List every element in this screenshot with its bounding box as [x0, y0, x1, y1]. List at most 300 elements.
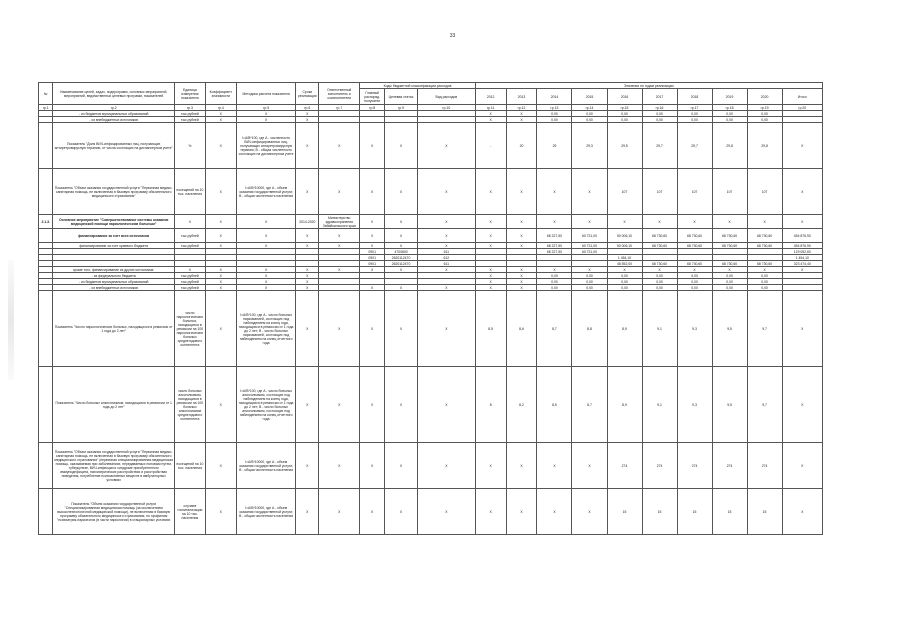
- header-total: Итого: [782, 89, 822, 105]
- table-cell: 0,00: [572, 279, 607, 285]
- table-cell: X: [360, 169, 385, 215]
- header-no: №: [39, 83, 53, 105]
- table-cell: X: [537, 169, 572, 215]
- table-cell: 68 730,60: [677, 229, 712, 243]
- table-cell: тыс.рублей: [174, 285, 205, 291]
- column-number: гр.7: [319, 105, 360, 111]
- table-cell: 612: [418, 255, 476, 261]
- table-cell: X: [782, 267, 822, 273]
- table-cell: 0,00: [572, 111, 607, 117]
- table-cell: X: [296, 443, 319, 489]
- table-cell: 0,00: [537, 285, 572, 291]
- table-cell: 68 730,60: [642, 229, 677, 243]
- table-cell: 1 454,10: [782, 255, 822, 261]
- table-cell: X: [475, 169, 506, 215]
- table-cell: 29,7: [677, 123, 712, 169]
- table-cell: X: [475, 273, 506, 279]
- table-cell: 9,5: [712, 291, 747, 367]
- table-cell: 60 721,00: [572, 249, 607, 255]
- header-year: 2012: [475, 89, 506, 105]
- table-cell: X: [236, 215, 296, 229]
- table-cell: 68 730,60: [747, 261, 782, 267]
- column-number: гр.3: [174, 105, 205, 111]
- table-cell: X: [385, 285, 418, 291]
- table-cell: 129 052,60: [782, 249, 822, 255]
- header-year: 2019: [712, 89, 747, 105]
- table-cell: X: [418, 367, 476, 443]
- table-row: [39, 123, 823, 169]
- table-cell: X: [506, 489, 537, 535]
- table-cell: [39, 291, 53, 367]
- table-cell: X: [360, 489, 385, 535]
- table-cell: X: [506, 279, 537, 285]
- table-cell: 15: [677, 489, 712, 535]
- table-cell: X: [296, 279, 319, 285]
- table-cell: посещений на 10 тыс. населения: [174, 443, 205, 489]
- program-table: [38, 82, 823, 535]
- table-cell: X: [205, 285, 236, 291]
- table-cell: X: [506, 267, 537, 273]
- table-cell: [39, 229, 53, 243]
- table-cell: 60 721,00: [572, 243, 607, 249]
- table-cell: 0,00: [712, 279, 747, 285]
- table-cell: 68 227,50: [537, 243, 572, 249]
- table-cell: - из внебюджетных источников: [53, 117, 175, 123]
- table-cell: X: [712, 215, 747, 229]
- header-year: 2020: [747, 89, 782, 105]
- table-cell: X: [642, 267, 677, 273]
- table-cell: 107: [642, 169, 677, 215]
- table-cell: X: [319, 229, 360, 243]
- table-cell: X: [319, 243, 360, 249]
- table-cell: X: [296, 117, 319, 123]
- table-cell: X: [360, 367, 385, 443]
- table-cell: X: [296, 169, 319, 215]
- table-cell: 9,5: [712, 367, 747, 443]
- table-cell: X: [607, 215, 642, 229]
- table-cell: X: [319, 291, 360, 367]
- table-body: [39, 111, 823, 535]
- table-cell: X: [205, 267, 236, 273]
- table-cell: 8,6: [506, 291, 537, 367]
- table-row: [39, 229, 823, 243]
- table-cell: X: [506, 215, 537, 229]
- table-cell: X: [296, 489, 319, 535]
- table-cell: 0,00: [537, 117, 572, 123]
- table-cell: X: [782, 367, 822, 443]
- table-cell: число больных алкоголизмом, находящихся в ремиссии на 100 больных алкоголизмом среднегодового контингента: [174, 367, 205, 443]
- table-row: [39, 489, 823, 535]
- table-cell: 15: [607, 489, 642, 535]
- table-cell: X: [475, 285, 506, 291]
- column-number: гр.8: [360, 105, 385, 111]
- table-cell: X: [418, 489, 476, 535]
- table-cell: X: [782, 169, 822, 215]
- column-number: гр.16: [642, 105, 677, 111]
- table-cell: финансирование за счет всех источников: [53, 229, 175, 243]
- table-cell: 274: [712, 443, 747, 489]
- header-term: Сроки реализации: [296, 83, 319, 105]
- table-cell: 0,00: [712, 273, 747, 279]
- table-cell: X: [385, 489, 418, 535]
- table-cell: X: [475, 111, 506, 117]
- table-cell: 8,8: [572, 291, 607, 367]
- table-cell: X: [537, 443, 572, 489]
- table-cell: тыс.рублей: [174, 229, 205, 243]
- page-number: 33: [449, 33, 456, 39]
- table-cell: тыс.рублей: [174, 243, 205, 249]
- table-cell: 0,00: [607, 111, 642, 117]
- header-year: 2015: [572, 89, 607, 105]
- table-cell: 8,9: [607, 367, 642, 443]
- table-cell: 9,7: [747, 367, 782, 443]
- scan-edge-shadow: [8, 260, 14, 380]
- table-cell: Показатель "Доля ВИЧ-инфицированных лиц, получающих антиретровирусную терапию, от числа состоящих на диспансерном учете": [53, 123, 175, 169]
- table-cell: X: [572, 267, 607, 273]
- table-cell: X: [360, 285, 385, 291]
- table-cell: 29,7: [642, 123, 677, 169]
- table-cell: X: [236, 243, 296, 249]
- table-cell: X: [506, 285, 537, 291]
- table-cell: X: [418, 291, 476, 367]
- table-cell: Показатель "Объем оказания государственной услуги "Специализированная медицинская помощь (за исключением высокотехнологичной медицинской помощи), не включенная в базовую программу обязательного медицинского страхования, по профилям "психиатрия-наркология (в части наркологии) в стационарных условиях: [53, 489, 175, 535]
- table-cell: X: [205, 291, 236, 367]
- table-cell: 9,3: [677, 291, 712, 367]
- table-cell: 323 474,40: [782, 261, 822, 267]
- table-cell: X: [360, 123, 385, 169]
- table-cell: Основное мероприятие "Совершенствование системы оказания медицинской помощи наркологическим больным": [53, 215, 175, 229]
- column-number: гр.17: [677, 105, 712, 111]
- table-cell: 454 876,90: [782, 243, 822, 249]
- table-cell: X: [205, 215, 236, 229]
- header-unit: Единица измерения показателя: [174, 83, 205, 105]
- table-cell: I=A/B*10000, где A - объем оказания государственной услуги; B - общая численность населения: [236, 169, 296, 215]
- table-cell: 2620112470: [385, 255, 418, 261]
- table-cell: 68 730,60: [677, 261, 712, 267]
- table-cell: X: [607, 267, 642, 273]
- table-cell: X: [418, 169, 476, 215]
- table-cell: 107: [677, 169, 712, 215]
- table-cell: 29,3: [572, 123, 607, 169]
- table-cell: кроме того, финансирование из других источников:: [53, 267, 175, 273]
- table-cell: X: [174, 215, 205, 229]
- table-cell: X: [418, 229, 476, 243]
- table-cell: X: [506, 273, 537, 279]
- table-cell: X: [360, 291, 385, 367]
- table-cell: 0,00: [747, 273, 782, 279]
- table-cell: X: [319, 489, 360, 535]
- table-cell: 0901: [360, 261, 385, 267]
- table-cell: X: [205, 229, 236, 243]
- table-cell: 9,7: [747, 291, 782, 367]
- table-row: [39, 291, 823, 367]
- table-cell: 8,7: [572, 367, 607, 443]
- table-cell: 15: [747, 489, 782, 535]
- table-cell: X: [296, 267, 319, 273]
- table-cell: %: [174, 123, 205, 169]
- table-cell: X: [385, 169, 418, 215]
- header-code-target: Целевая статья: [385, 89, 418, 105]
- table-cell: X: [506, 111, 537, 117]
- table-cell: 0,00: [747, 111, 782, 117]
- table-cell: 107: [712, 169, 747, 215]
- column-number: гр.20: [782, 105, 822, 111]
- table-cell: X: [236, 111, 296, 117]
- table-cell: 20: [506, 123, 537, 169]
- table-cell: X: [319, 443, 360, 489]
- table-cell: X: [174, 267, 205, 273]
- table-cell: X: [360, 215, 385, 229]
- table-cell: X: [677, 215, 712, 229]
- table-cell: 274: [642, 443, 677, 489]
- table-cell: 9,3: [677, 367, 712, 443]
- table-cell: X: [205, 123, 236, 169]
- table-cell: 0,00: [677, 279, 712, 285]
- header-method: Методика расчета показателя: [236, 83, 296, 105]
- table-cell: 107: [747, 169, 782, 215]
- table-cell: 68 227,50: [537, 249, 572, 255]
- table-cell: I=A/B*100, где A - численность ВИЧ-инфицированных лиц, получающих антиретровирусную терапию; B - общая численность состоящих на диспансерном учете: [236, 123, 296, 169]
- header-codes-group: Коды бюджетной классификации расходов: [360, 83, 475, 89]
- header-year: 2013: [506, 89, 537, 105]
- table-cell: число наркологических больных, находящихся в ремиссии на 100 наркологических больных среднегодового контингента: [174, 291, 205, 367]
- table-cell: X: [537, 267, 572, 273]
- table-cell: X: [747, 215, 782, 229]
- header-code-kind: Вид расходов: [418, 89, 476, 105]
- table-cell: 274: [677, 443, 712, 489]
- table-cell: X: [296, 291, 319, 367]
- table-cell: X: [418, 285, 476, 291]
- table-cell: - из внебюджетных источников: [53, 285, 175, 291]
- table-cell: 0,00: [642, 285, 677, 291]
- table-cell: X: [360, 443, 385, 489]
- table-cell: 0,00: [607, 285, 642, 291]
- table-cell: X: [385, 291, 418, 367]
- table-cell: X: [475, 117, 506, 123]
- table-cell: 0,00: [537, 279, 572, 285]
- table-cell: 0,00: [642, 279, 677, 285]
- table-cell: X: [418, 443, 476, 489]
- table-cell: 15: [712, 489, 747, 535]
- table-cell: X: [475, 215, 506, 229]
- column-number: гр.18: [712, 105, 747, 111]
- table-cell: 0,00: [677, 285, 712, 291]
- table-cell: X: [236, 273, 296, 279]
- table-cell: 0901: [360, 255, 385, 261]
- table-cell: X: [205, 489, 236, 535]
- table-cell: [39, 443, 53, 489]
- table-cell: 68 730,60: [642, 261, 677, 267]
- column-number: гр.10: [418, 105, 476, 111]
- table-cell: X: [475, 243, 506, 249]
- table-cell: 0,00: [677, 273, 712, 279]
- table-cell: 8,2: [506, 367, 537, 443]
- table-cell: 2.1.3.: [39, 215, 53, 229]
- program-table-sheet: [38, 82, 823, 535]
- table-cell: посещений на 10 тыс. населения: [174, 169, 205, 215]
- header-values-group: Значения по годам реализации: [475, 83, 822, 89]
- table-cell: 611: [418, 261, 476, 267]
- table-cell: 8,5: [475, 291, 506, 367]
- table-cell: X: [506, 169, 537, 215]
- table-cell: I=A/B*100, где A - число больных наркоманией, состоящих под наблюдением на конец года, находящихся в ремиссии от 1 года до 2 лет; B - число больных наркоманией, состоящих под наблюдением на конец отчетного года: [236, 291, 296, 367]
- table-cell: I=A/B*10000, где A - объем оказания государственной услуги; B - общая численность населения: [236, 443, 296, 489]
- table-cell: X: [418, 243, 476, 249]
- table-cell: X: [296, 285, 319, 291]
- table-cell: 29: [537, 123, 572, 169]
- header-code-grbs: Главный распоряд. получател: [360, 89, 385, 105]
- column-number: гр.15: [607, 105, 642, 111]
- table-cell: Показатель "Число больных алкоголизмом, находящихся в ремиссии от 1 года до 2 лет": [53, 367, 175, 443]
- table-cell: тыс.рублей: [174, 279, 205, 285]
- table-cell: - из бюджетов муниципальных образований: [53, 279, 175, 285]
- table-cell: 274: [607, 443, 642, 489]
- table-cell: 8,5: [537, 367, 572, 443]
- table-cell: X: [360, 267, 385, 273]
- table-cell: 0,00: [677, 111, 712, 117]
- table-cell: X: [319, 267, 360, 273]
- column-number: гр.13: [537, 105, 572, 111]
- table-cell: X: [572, 443, 607, 489]
- table-cell: [39, 489, 53, 535]
- table-cell: X: [537, 215, 572, 229]
- table-cell: X: [418, 215, 476, 229]
- table-cell: 68 730,60: [747, 243, 782, 249]
- table-cell: X: [360, 243, 385, 249]
- column-number: гр.14: [572, 105, 607, 111]
- column-number: гр.6: [296, 105, 319, 111]
- table-cell: 0,00: [712, 117, 747, 123]
- table-cell: тыс.рублей: [174, 111, 205, 117]
- table-cell: 0,00: [607, 117, 642, 123]
- table-cell: X: [205, 367, 236, 443]
- column-number: гр.2: [53, 105, 175, 111]
- header-executor: Ответственный исполнитель и соисполнители: [319, 83, 360, 105]
- table-cell: 4700800: [385, 249, 418, 255]
- table-cell: X: [782, 489, 822, 535]
- table-cell: X: [475, 267, 506, 273]
- table-cell: Показатель "Число наркологических больных, находящихся в ремиссии от 1 года до 2 лет": [53, 291, 175, 367]
- column-number: гр.4: [205, 105, 236, 111]
- table-cell: X: [506, 243, 537, 249]
- table-cell: X: [506, 443, 537, 489]
- table-cell: X: [236, 117, 296, 123]
- column-number: гр.11: [475, 105, 506, 111]
- table-cell: X: [475, 489, 506, 535]
- table-cell: X: [319, 169, 360, 215]
- table-cell: - из бюджетов муниципальных образований: [53, 111, 175, 117]
- table-cell: X: [475, 279, 506, 285]
- table-cell: X: [296, 243, 319, 249]
- table-cell: X: [782, 291, 822, 367]
- table-cell: X: [642, 215, 677, 229]
- table-cell: X: [205, 279, 236, 285]
- table-cell: 454 876,90: [782, 229, 822, 243]
- table-cell: 68 730,60: [642, 243, 677, 249]
- table-cell: 0,00: [642, 117, 677, 123]
- table-row: [39, 443, 823, 489]
- header-name: Наименование целей, задач, подпрограмм, основных мероприятий, мероприятий, ведомственных целевых программ, показателей: [53, 83, 175, 105]
- table-cell: 0,00: [572, 273, 607, 279]
- table-cell: X: [296, 123, 319, 169]
- table-cell: 611: [418, 249, 476, 255]
- table-cell: [39, 367, 53, 443]
- table-cell: 60 721,00: [572, 229, 607, 243]
- header-coef: Коэффициент значимости: [205, 83, 236, 105]
- table-cell: Показатель "Объем оказания государственной услуги "Первичная медико-санитарная помощь, не включенная в базовую программу обязательного медицинского страхования" (первичная специализированная медицинская помощь, оказываемая при заболеваниях, передаваемых половым путем, туберкулезе, ВИЧ-инфекции и синдроме приобретенного иммунодефицита, психиатрических расстройствах и расстройствах поведения, потребление психоактивных веществ в амбулаторных условиях: [53, 443, 175, 489]
- table-cell: 68 730,60: [712, 261, 747, 267]
- table-cell: X: [296, 229, 319, 243]
- table-cell: 0,00: [607, 279, 642, 285]
- table-cell: X: [418, 123, 476, 169]
- table-cell: 15: [642, 489, 677, 535]
- table-cell: [39, 169, 53, 215]
- table-cell: 2620112470: [385, 261, 418, 267]
- table-cell: X: [782, 123, 822, 169]
- table-cell: Министерство здравоохранения Забайкальского края: [319, 215, 360, 229]
- table-cell: 50 006,10: [607, 229, 642, 243]
- table-cell: X: [236, 279, 296, 285]
- table-cell: 0,00: [747, 279, 782, 285]
- table-cell: случаев госпитализации на 10 тыс. населения: [174, 489, 205, 535]
- table-cell: тыс.рублей: [174, 273, 205, 279]
- table-cell: X: [205, 169, 236, 215]
- table-row: [39, 215, 823, 229]
- table-cell: X: [385, 367, 418, 443]
- table-cell: 68 730,60: [747, 229, 782, 243]
- table-cell: 0,00: [572, 285, 607, 291]
- table-cell: X: [205, 117, 236, 123]
- table-cell: 0,00: [747, 285, 782, 291]
- table-cell: X: [712, 267, 747, 273]
- table-cell: X: [677, 267, 712, 273]
- table-cell: -: [475, 123, 506, 169]
- table-cell: 29,8: [747, 123, 782, 169]
- table-cell: X: [537, 489, 572, 535]
- table-cell: финансирование за счет краевого бюджета: [53, 243, 175, 249]
- table-cell: X: [572, 489, 607, 535]
- table-cell: 50 006,10: [607, 243, 642, 249]
- table-cell: - из федерального бюджета: [53, 273, 175, 279]
- table-cell: 0,00: [642, 273, 677, 279]
- table-cell: 8,9: [607, 291, 642, 367]
- table-cell: X: [205, 273, 236, 279]
- table-cell: 0,00: [712, 285, 747, 291]
- table-cell: 0,00: [677, 117, 712, 123]
- table-cell: 1 454,10: [607, 255, 642, 261]
- table-cell: X: [319, 367, 360, 443]
- table-cell: 0901: [360, 249, 385, 255]
- column-number: гр.5: [236, 105, 296, 111]
- table-cell: X: [782, 443, 822, 489]
- table-cell: I=A/B*10000, где A - объем оказания государственной услуги; B - общая численность населения: [236, 489, 296, 535]
- table-cell: [39, 123, 53, 169]
- table-cell: 0,00: [747, 117, 782, 123]
- table-cell: 8,7: [537, 291, 572, 367]
- table-cell: X: [385, 229, 418, 243]
- table-cell: X: [506, 229, 537, 243]
- table-cell: 0,00: [607, 273, 642, 279]
- table-cell: X: [475, 443, 506, 489]
- table-cell: 0,00: [537, 111, 572, 117]
- table-cell: X: [385, 243, 418, 249]
- table-cell: X: [319, 123, 360, 169]
- table-cell: Показатель "Объем оказания государственной услуги "Первичная медико-санитарная помощь, не включенная в базовую программу обязательного медицинского страхования": [53, 169, 175, 215]
- table-cell: тыс.рублей: [174, 117, 205, 123]
- table-cell: 68 730,60: [677, 243, 712, 249]
- table-cell: X: [418, 267, 476, 273]
- table-cell: 9,1: [642, 291, 677, 367]
